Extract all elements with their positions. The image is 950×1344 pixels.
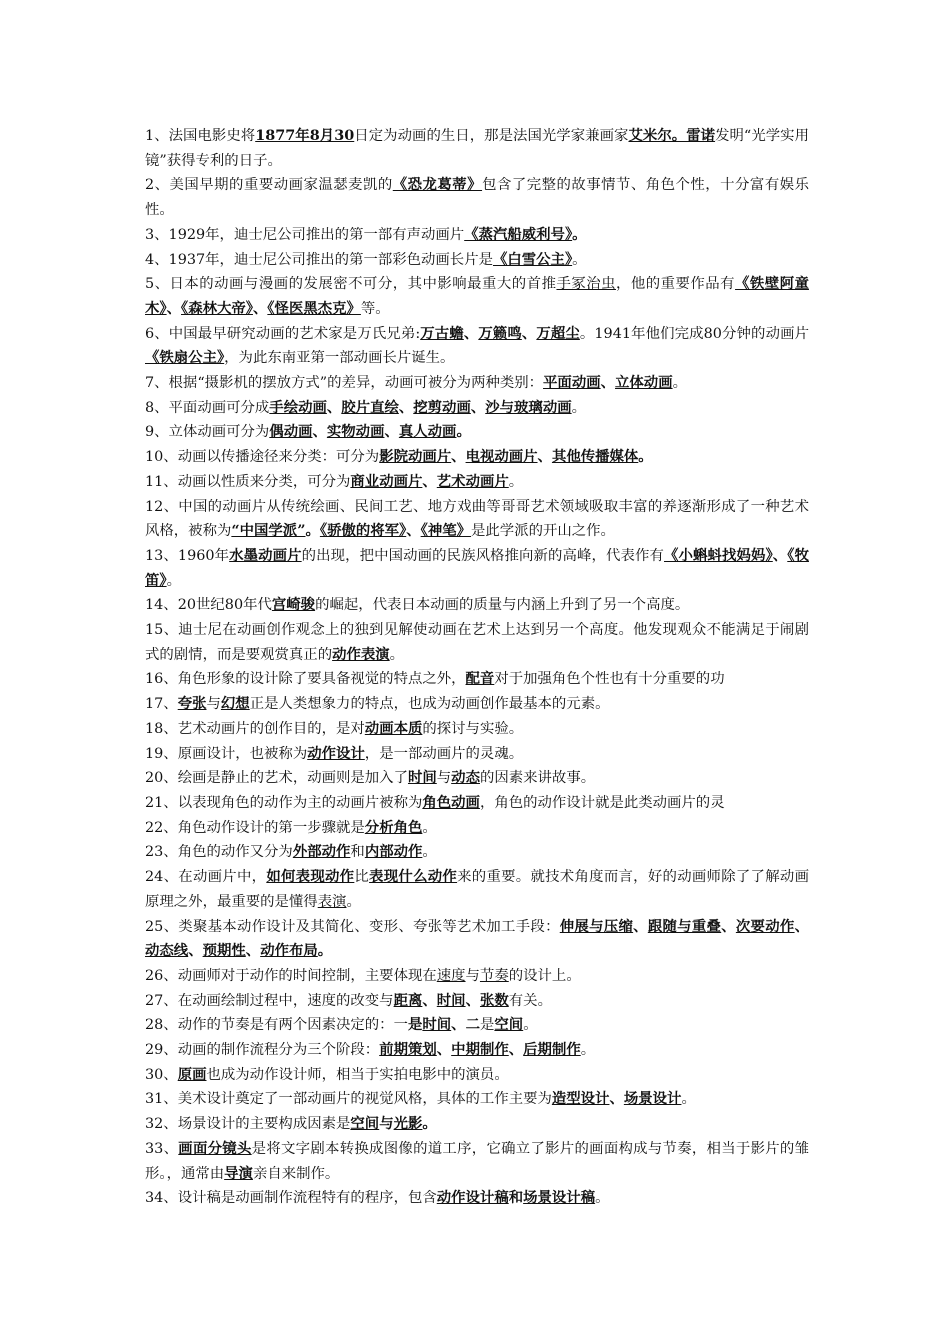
key-term: 动画本质 <box>364 719 423 737</box>
key-term: 幻想 <box>220 695 250 713</box>
key-term: 空间 <box>494 1016 524 1034</box>
text-run: 13、1960年 <box>145 547 230 564</box>
text-run: 3、1929年，迪士尼公司推出的第一部有声动画片 <box>145 226 465 243</box>
list-item <box>145 223 809 248</box>
key-term: 夸张 <box>177 695 207 713</box>
text-run: 、 <box>600 374 616 392</box>
key-term: 《骄傲的将军》 <box>319 522 407 540</box>
text-run: 、 <box>188 942 203 960</box>
text-run: 。 <box>422 844 437 861</box>
key-term: 宫崎骏 <box>271 596 316 614</box>
text-run: 是 <box>479 1017 495 1034</box>
text-run: 19、原画设计，也被称为 <box>145 745 308 762</box>
text-run: 是此学派的开山之作。 <box>471 523 615 540</box>
key-term: “中国学派” <box>231 522 306 540</box>
list-item <box>145 692 809 717</box>
list-item <box>145 667 809 692</box>
key-term: 艾米尔。雷诺 <box>628 127 716 144</box>
key-term: 手绘动画 <box>269 398 327 416</box>
text-run: 与 <box>465 967 480 984</box>
text-run: 、 <box>537 448 552 466</box>
text-run: 等。 <box>360 300 390 317</box>
text-run: 比 <box>354 869 370 886</box>
text-run: 与 <box>436 770 452 787</box>
key-term: 表现什么动作 <box>369 868 458 886</box>
key-term: 动态 <box>451 769 480 787</box>
text-run: 。 <box>422 819 437 836</box>
text-run: 。 <box>681 1091 696 1108</box>
text-run: ，角色的动作设计就是此类动画片的灵 <box>479 794 725 811</box>
key-term: 偶动画 <box>269 423 313 441</box>
list-item <box>145 1063 809 1088</box>
key-term: 《怪医黑杰克》 <box>267 299 361 317</box>
key-term: 其他传播媒体 <box>551 448 639 466</box>
key-term: 中期制作 <box>451 1041 509 1059</box>
key-term: 时间 <box>422 1016 452 1034</box>
key-term: 实物动画 <box>326 423 385 441</box>
text-run: 20、绘画是静止的艺术，动画则是加入了 <box>145 770 408 787</box>
text-run: 、 <box>406 522 421 540</box>
key-term: 《铁壁阿童木》 <box>145 275 809 317</box>
text-run: 的设计上。 <box>508 967 581 984</box>
key-term: 跟随与重叠 <box>647 917 722 935</box>
key-term: 《铁扇公主》 <box>145 349 225 367</box>
text-run: 30、 <box>145 1066 178 1083</box>
key-term: 《小蝌蚪找妈妈》 <box>664 546 773 564</box>
list-item <box>145 371 809 396</box>
text-run: 亲自来制作。 <box>252 1165 340 1182</box>
text-run: 、 <box>772 546 788 564</box>
key-term: 《牧笛》 <box>145 546 809 589</box>
list-item <box>145 248 809 273</box>
text-run: 25、类聚基本动作设计及其简化、变形、夸张等艺术加工手段： <box>145 918 560 935</box>
list-item <box>145 1186 809 1211</box>
underlined-term: 速度 <box>436 967 466 984</box>
underlined-term: 表演 <box>317 893 347 910</box>
text-run: 15、迪士尼在动画创作观念上的独到见解使动画在艺术上达到另一个高度。他发现观众不能满足于闹剧式的剧情，而是要观赏真正的 <box>145 622 809 663</box>
key-term: 外部动作 <box>292 843 351 861</box>
list-item <box>145 420 809 445</box>
text-run: ，为此东南亚第一部动画长片诞生。 <box>224 350 455 367</box>
list-item <box>145 1137 809 1186</box>
text-run: ，他的重要作品有 <box>615 276 736 293</box>
key-term: 动作表演 <box>332 645 390 663</box>
key-term: 《森林大帝》 <box>181 299 253 317</box>
text-run: 与 <box>379 1115 394 1133</box>
key-term: 水墨动画片 <box>229 546 302 564</box>
list-item <box>145 1038 809 1063</box>
key-term: 预期性 <box>202 942 246 960</box>
text-run: 33、 <box>145 1140 179 1157</box>
text-run: 1、法国电影史将 <box>145 128 256 144</box>
key-term: 光影 <box>393 1115 423 1133</box>
text-run: 。1941年他们完成80分钟的动画片 <box>579 325 809 342</box>
text-run: 日定为动画的生日，那是法国光学家兼画家 <box>354 128 629 144</box>
list-item <box>145 272 809 321</box>
list-item <box>145 445 809 470</box>
list-item <box>145 396 809 421</box>
text-run: 、 <box>166 299 181 317</box>
text-run: 和 <box>350 844 365 861</box>
text-run: 的探讨与实验。 <box>422 720 524 737</box>
text-run: 29、动画的制作流程分为三个阶段： <box>145 1042 380 1059</box>
text-run: 。 <box>595 1190 610 1207</box>
text-run: 。 <box>346 893 361 910</box>
text-run: 、 <box>398 398 414 416</box>
text-run: 。 <box>456 423 471 441</box>
text-run: 来的重要。就技术角度而言，好的动画师除了了解动画原理之外，最重要的是懂得 <box>145 869 809 910</box>
text-run: 14、20世纪80年代 <box>145 597 272 614</box>
key-term: 伸展与压缩 <box>559 917 634 935</box>
key-term: 动作布局 <box>260 942 318 960</box>
key-term: 挖剪动画 <box>413 398 471 416</box>
text-run: 。 <box>580 1042 596 1059</box>
text-run: 、 <box>794 917 809 935</box>
text-run: 23、角色的动作又分为 <box>145 844 293 861</box>
text-run: 18、艺术动画片的创作目的，是对 <box>145 720 365 737</box>
key-term: 商业动画片 <box>350 472 423 490</box>
key-term: 平面动画 <box>543 374 601 392</box>
text-run: 、 <box>451 448 466 466</box>
key-term: 立体动画 <box>615 374 673 392</box>
list-item <box>145 865 809 914</box>
document-page <box>145 124 809 1211</box>
text-run: 34、设计稿是动画制作流程特有的程序，包含 <box>145 1190 437 1207</box>
list-item <box>145 173 809 222</box>
list-item <box>145 717 809 742</box>
text-run: 11、动画以性质来分类，可分为 <box>145 473 351 490</box>
text-run: 9、立体动画可分为 <box>145 424 270 441</box>
key-term: 万籁鸣 <box>478 324 522 342</box>
key-term: 胶片直绘 <box>341 398 399 416</box>
text-run: 、 <box>633 917 648 935</box>
text-run: ，是一部动画片的灵魂。 <box>364 745 524 762</box>
text-run: 、 <box>326 398 342 416</box>
text-run: 24、在动画片中， <box>145 869 267 886</box>
text-run: 4、1937年，迪士尼公司推出的第一部彩色动画长片是 <box>145 251 493 268</box>
key-term: 影院动画片 <box>379 448 452 466</box>
text-run: 。 <box>638 448 653 466</box>
key-term: 万超尘 <box>536 324 580 342</box>
key-term: 艺术动画片 <box>436 472 509 490</box>
text-run: 27、在动画绘制过程中，速度的改变与 <box>145 992 394 1009</box>
text-run: 正是人类想象力的特点，也成为动画创作最基本的元素。 <box>249 696 610 713</box>
text-run: 。 <box>317 942 333 960</box>
text-run: 、 <box>721 917 736 935</box>
text-run: 21、以表现角色的动作为主的动画片被称为 <box>145 794 423 811</box>
text-run: 28、动作的节奏是有两个因素决定的：一 <box>145 1017 408 1034</box>
key-term: 《白雪公主》 <box>492 250 573 268</box>
text-run: 。 <box>305 522 320 540</box>
text-run: 22、角色动作设计的第一步骤就是 <box>145 819 365 836</box>
key-term: 距离 <box>393 991 423 1009</box>
underlined-term: 手冢治虫 <box>556 276 616 293</box>
key-term: 画面分镜头 <box>178 1139 252 1157</box>
text-run: 二 <box>465 1016 480 1034</box>
text-run: 与 <box>206 696 221 713</box>
text-run: 、 <box>609 1090 624 1108</box>
key-term: 动作设计稿 <box>436 1189 509 1207</box>
list-item <box>145 322 809 371</box>
key-term: 《神笔》 <box>420 522 472 540</box>
list-item <box>145 1013 809 1038</box>
key-term: 造型设计 <box>551 1090 610 1108</box>
text-run: 、 <box>451 1016 466 1034</box>
text-run: 是 <box>407 1016 423 1034</box>
key-term: 动作设计 <box>307 744 365 762</box>
text-run: 。 <box>572 225 587 243</box>
text-run: 和 <box>508 1189 524 1207</box>
key-term: 张数 <box>479 991 509 1009</box>
key-term: 时间 <box>436 991 466 1009</box>
text-run: 有关。 <box>508 992 552 1009</box>
list-item <box>145 1087 809 1112</box>
key-term: 原画 <box>177 1065 207 1083</box>
text-run: 、 <box>252 299 268 317</box>
key-term: 万古蟾 <box>420 324 464 342</box>
key-term: 沙与玻璃动画 <box>485 398 572 416</box>
list-item <box>145 840 809 865</box>
list-item <box>145 791 809 816</box>
text-run: 是将文字剧本转换成图像的道工序，它确立了影片的画面构成与节奏，相当于影片的雏形。，通常由 <box>145 1140 809 1182</box>
list-item <box>145 989 809 1014</box>
key-term: 《蒸汽船威利号》 <box>464 225 573 243</box>
text-run: 31、美术设计奠定了一部动画片的视觉风格，具体的工作主要为 <box>145 1091 552 1108</box>
text-run: 、 <box>436 1041 452 1059</box>
key-term: 次要动作 <box>735 917 795 935</box>
list-item <box>145 544 809 593</box>
list-item <box>145 1112 809 1137</box>
text-run: 10、动画以传播途径来分类：可分为 <box>145 449 380 466</box>
text-run: 32、场景设计的主要构成因素是 <box>145 1116 351 1133</box>
text-run: 7、根据“摄影机的摆放方式”的差异，动画可被分为两种类别： <box>145 375 544 392</box>
text-run: 的出现，把中国动画的民族风格推向新的高峰，代表作有 <box>301 547 665 564</box>
key-term: 前期策划 <box>379 1041 437 1059</box>
text-run: 26、动画师对于动作的时间控制，主要体现在 <box>145 967 437 984</box>
key-term: 空间 <box>350 1115 380 1133</box>
list-item <box>145 742 809 767</box>
text-run: 、 <box>312 423 327 441</box>
text-run: 、 <box>422 991 437 1009</box>
list-item <box>145 618 809 667</box>
list-item <box>145 766 809 791</box>
text-run: 。 <box>389 646 405 663</box>
list-item <box>145 124 809 173</box>
text-run: 、 <box>422 472 437 490</box>
key-term: 分析角色 <box>364 818 423 836</box>
text-run: 。 <box>508 473 524 490</box>
text-run: 的因素来讲故事。 <box>479 770 596 787</box>
list-item <box>145 593 809 618</box>
key-term: 场景设计稿 <box>523 1189 596 1207</box>
key-term: 1877年8月30 <box>255 127 355 144</box>
text-run: 、 <box>521 324 537 342</box>
text-run: 17、 <box>145 696 178 713</box>
text-run: 、 <box>465 991 480 1009</box>
text-run: 、 <box>463 324 479 342</box>
text-run: 。 <box>166 572 181 589</box>
text-run: 。 <box>571 399 587 416</box>
text-run: 对于加强角色个性也有十分重要的功 <box>494 671 725 688</box>
text-run: 也成为动作设计师，相当于实拍电影中的演员。 <box>206 1066 509 1083</box>
text-run: 发明“光学实用镜”获得专利的日子。 <box>145 128 809 169</box>
key-term: 动态线 <box>145 942 189 960</box>
text-run: 。 <box>422 1115 437 1133</box>
list-item <box>145 915 809 964</box>
text-run: 的崛起，代表日本动画的质量与内涵上升到了另一个高度。 <box>315 597 690 614</box>
key-term: 《恐龙葛蒂》 <box>392 176 483 194</box>
text-run: 5、日本的动画与漫画的发展密不可分，其中影响最重大的首推 <box>145 276 557 293</box>
key-term: 场景设计 <box>623 1090 682 1108</box>
key-term: 时间 <box>407 769 437 787</box>
text-run: 、 <box>508 1041 524 1059</box>
list-item <box>145 495 809 544</box>
key-term: 导演 <box>224 1164 253 1182</box>
list-item <box>145 816 809 841</box>
text-run: 16、角色形象的设计除了要具备视觉的特点之外， <box>145 671 466 688</box>
text-run: 。 <box>523 1017 538 1034</box>
text-run: 6、中国最早研究动画的艺术家是万氏兄弟: <box>145 325 421 342</box>
list-item <box>145 964 809 989</box>
underlined-term: 节奏 <box>479 967 509 984</box>
text-run: 、 <box>470 398 486 416</box>
text-run: 。 <box>672 375 687 392</box>
list-item <box>145 470 809 495</box>
text-run: 2、美国早期的重要动画家温瑟麦凯的 <box>145 177 393 194</box>
key-term: 角色动画 <box>422 793 480 811</box>
text-run: 、 <box>384 423 399 441</box>
text-run: 、 <box>245 942 261 960</box>
text-run: 8、平面动画可分成 <box>145 399 270 416</box>
text-run: 。 <box>572 251 587 268</box>
key-term: 如何表现动作 <box>266 868 355 886</box>
key-term: 后期制作 <box>523 1041 581 1059</box>
text-run: 包含了完整的故事情节、角色个性，十分富有娱乐性。 <box>145 177 809 219</box>
text-run: 12、中国的动画片从传统绘画、民间工艺、地方戏曲等哥哥艺术领域吸取丰富的养逐渐形成了一种艺术风格，被称为 <box>145 498 809 540</box>
key-term: 真人动画 <box>398 423 457 441</box>
key-term: 电视动画片 <box>465 448 538 466</box>
key-term: 配音 <box>465 670 495 688</box>
key-term: 内部动作 <box>364 843 423 861</box>
